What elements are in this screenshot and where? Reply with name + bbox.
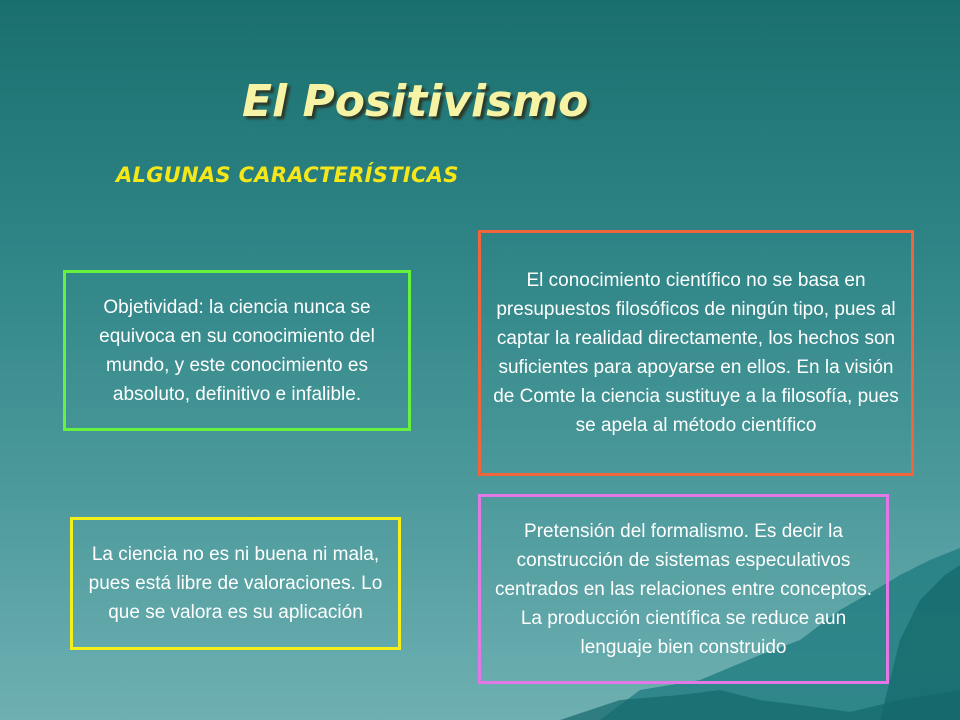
objectivity-text: Objetividad: la ciencia nunca se equivoca en su conocimiento del mundo, y este conocimiento es absoluto, definitivo e infalible. [99, 296, 375, 405]
formalism-text: Pretensión del formalismo. Es decir la construcción de sistemas especulativos centrados en las relaciones entre conceptos. La producción científica se reduce aun lenguaje bien construido [494, 520, 873, 658]
value-neutrality-text: La ciencia no es ni buena ni mala, pues está libre de valoraciones. Lo que se valora es su aplicación [88, 544, 383, 623]
slide-title: El Positivismo [242, 76, 589, 127]
formalism-text-box [478, 494, 889, 684]
slide-subtitle: ALGUNAS CARACTERÍSTICAS [116, 163, 459, 187]
scientific-knowledge-text-box [478, 230, 914, 476]
scientific-knowledge-text: El conocimiento científico no se basa en presupuestos filosóficos de ningún tipo, pues al captar la realidad directamente, los hechos son suficientes para apoyarse en ellos. En la visión de Comte la ciencia sustituye a la filosofía, pues se apela al método científico [493, 270, 899, 436]
objectivity-text-box [63, 270, 411, 431]
value-neutrality-text-box [70, 517, 401, 650]
